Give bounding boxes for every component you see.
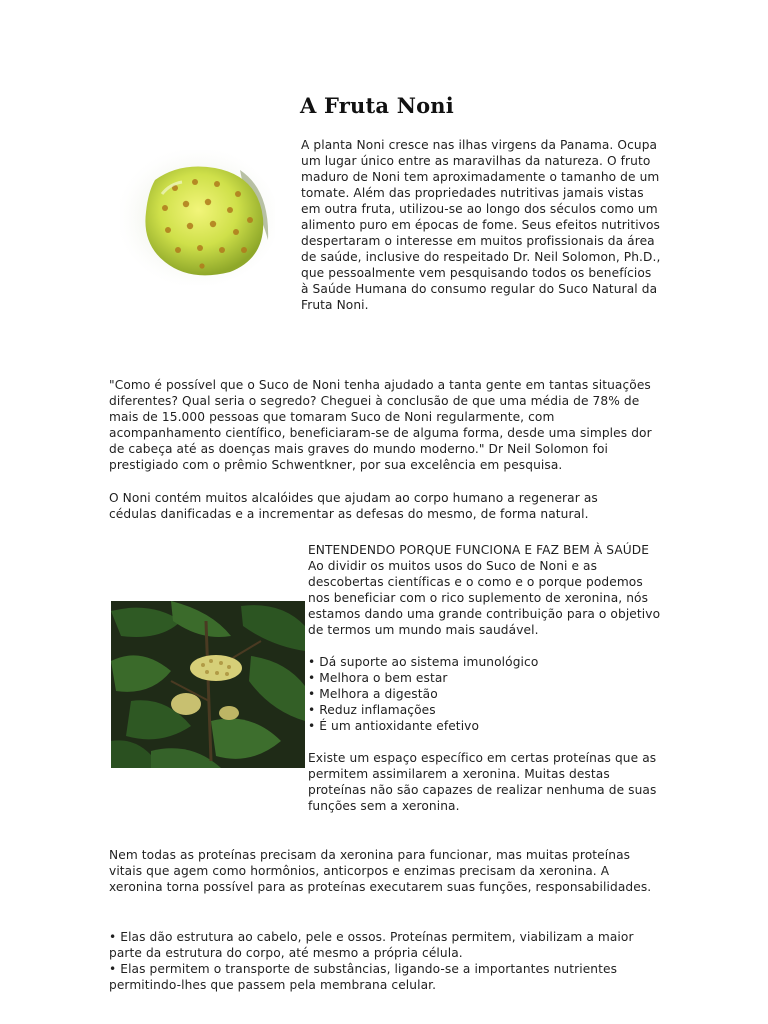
list-item: • Melhora o bem estar xyxy=(308,671,448,685)
quote-paragraph: "Como é possível que o Suco de Noni tenha ajudado a tanta gente em tantas situações diferentes? Qual seria o segredo? Cheguei à conclusão de que uma média de 78% de mais de 15.000 pessoas que tomaram Suco de Noni regularmente, com acompanhamento científico, beneficiaram-se de alguma forma, desde uma simples dor de cabeça até as doenças mais graves do mundo moderno." Dr Neil Solomon foi prestigiado com o prêmio Schwentkner, por sua excelência em pesquisa. xyxy=(109,378,652,472)
alkaloids-paragraph: O Noni contém muitos alcalóides que ajudam ao corpo humano a regenerar as cédulas danificadas e a incrementar as defesas do mesmo, de forma natural. xyxy=(109,491,598,521)
understanding-heading: ENTENDENDO PORQUE FUNCIONA E FAZ BEM À SAÚDE xyxy=(308,543,650,557)
list-item: • É um antioxidante efetivo xyxy=(308,719,480,733)
understanding-text: Ao dividir os muitos usos do Suco de Noni e as descobertas científicas e o como e o porque podemos nos beneficiar com o rico suplemento de xeronina, nós estamos dando uma grande contribuição para o objetivo de termos um mundo mais saudável. xyxy=(308,559,661,637)
list-item: • Elas dão estrutura ao cabelo, pele e ossos. Proteínas permitem, viabilizam a maior parte da estrutura do corpo, até mesmo a própria célula. xyxy=(109,930,634,960)
list-item: • Elas permitem o transporte de substâncias, ligando-se a importantes nutrientes permitindo-lhes que passem pela membrana celular. xyxy=(109,962,618,992)
noni-fruit-illustration xyxy=(120,150,275,285)
page-title: A Fruta Noni xyxy=(300,93,454,118)
understanding-section xyxy=(308,542,664,814)
xeronina-paragraph: Nem todas as proteínas precisam da xeronina para funcionar, mas muitas proteínas vitais que agem como hormônios, anticorpos e enzimas precisam da xeronina. A xeronina torna possível para as proteínas executarem suas funções, responsabilidades. xyxy=(109,848,652,894)
list-item: • Melhora a digestão xyxy=(308,687,438,701)
benefits-list xyxy=(308,654,664,734)
proteins-paragraph: Existe um espaço específico em certas proteínas que as permitem assimilarem a xeronina. Muitas destas proteínas não são capazes de realizar nenhuma de suas funções sem a xeronina. xyxy=(308,751,657,813)
noni-plant-illustration xyxy=(111,601,305,768)
list-item: • Reduz inflamações xyxy=(308,703,436,717)
noni-fruit-image xyxy=(120,150,275,285)
protein-functions-list xyxy=(109,929,654,993)
list-item: • Dá suporte ao sistema imunológico xyxy=(308,655,539,669)
intro-paragraph: A planta Noni cresce nas ilhas virgens da Panama. Ocupa um lugar único entre as maravilhas da natureza. O fruto maduro de Noni tem aproximadamente o tamanho de um tomate. Além das propriedades nutritivas jamais vistas em outra fruta, utilizou-se ao longo dos séculos como um alimento puro em épocas de fome. Seus efeitos nutritivos despertaram o interesse em muitos profissionais da área de saúde, inclusive do respeitado Dr. Neil Solomon, Ph.D., que pessoalmente vem pesquisando todos os benefícios à Saúde Humana do consumo regular do Suco Natural da Fruta Noni. xyxy=(301,138,661,312)
noni-plant-image xyxy=(111,601,305,768)
